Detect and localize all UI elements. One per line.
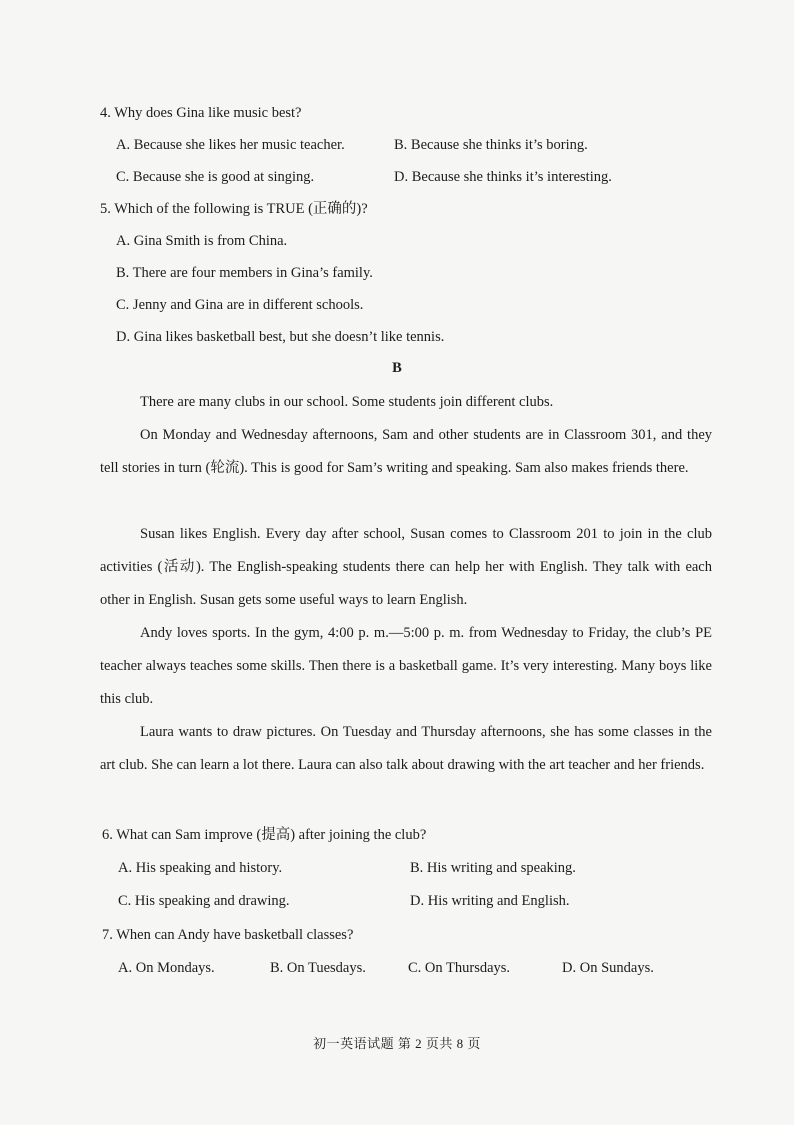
passage-paragraph-sam: On Monday and Wednesday afternoons, Sam and other students are in Classroom 301, and they tell stories in turn (轮流). This is good for Sam’s writing and speaking. Sam also makes friends there. <box>100 427 712 476</box>
question-7-option-d: D. On Sundays. <box>562 960 654 976</box>
question-4-stem: 4. Why does Gina like music best? <box>100 105 302 121</box>
page-footer: 初一英语试题 第 2 页共 8 页 <box>313 1036 481 1051</box>
question-5-option-b: B. There are four members in Gina’s family. <box>116 265 373 281</box>
question-7-stem: 7. When can Andy have basketball classes? <box>102 927 354 943</box>
question-5-option-a: A. Gina Smith is from China. <box>116 233 288 249</box>
passage-paragraph-susan: Susan likes English. Every day after school, Susan comes to Classroom 201 to join in the club activities (活动). The English-speaking students there can help her with English. They talk with each other in English. Susan gets some useful ways to learn English. <box>100 526 712 608</box>
question-7-option-b: B. On Tuesdays. <box>270 960 366 976</box>
question-4-option-a: A. Because she likes her music teacher. <box>116 137 345 153</box>
question-6-option-a: A. His speaking and history. <box>118 860 283 876</box>
question-7-option-a: A. On Mondays. <box>118 960 215 976</box>
question-7-option-c: C. On Thursdays. <box>408 960 511 976</box>
question-4-option-b: B. Because she thinks it’s boring. <box>394 137 588 153</box>
question-5-option-c: C. Jenny and Gina are in different schools. <box>116 297 364 313</box>
question-6-option-c: C. His speaking and drawing. <box>118 893 290 909</box>
passage-paragraph-andy: Andy loves sports. In the gym, 4:00 p. m.—5:00 p. m. from Wednesday to Friday, the club’s PE teacher always teaches some skills. Then there is a basketball game. It’s very interesting. Many boys like this club. <box>100 625 712 707</box>
question-4-option-c: C. Because she is good at singing. <box>116 169 315 185</box>
question-6-stem: 6. What can Sam improve (提高) after joining the club? <box>102 827 427 843</box>
question-5-option-d: D. Gina likes basketball best, but she doesn’t like tennis. <box>116 329 445 345</box>
section-b-heading: B <box>392 360 402 376</box>
question-6-option-b: B. His writing and speaking. <box>410 860 576 876</box>
passage-paragraph-intro: There are many clubs in our school. Some students join different clubs. <box>140 394 554 410</box>
passage-paragraph-laura: Laura wants to draw pictures. On Tuesday and Thursday afternoons, she has some classes in the art club. She can learn a lot there. Laura can also talk about drawing with the art teacher and her friends. <box>100 724 712 773</box>
question-4-option-d: D. Because she thinks it’s interesting. <box>394 169 612 185</box>
question-5-stem: 5. Which of the following is TRUE (正确的)? <box>100 201 368 217</box>
question-6-option-d: D. His writing and English. <box>410 893 570 909</box>
